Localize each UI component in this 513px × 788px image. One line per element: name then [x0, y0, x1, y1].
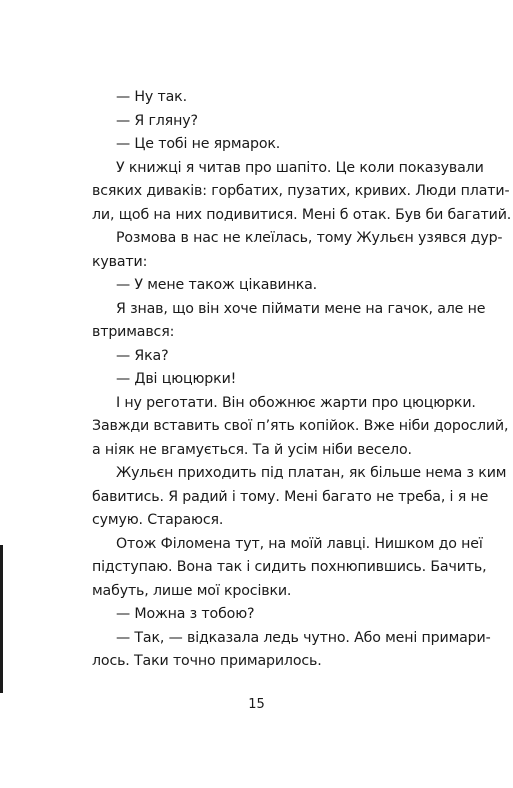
text-line: Завжди вставить свої п’ять копійок. Вже ніби дорослий,: [92, 418, 509, 434]
text-line: ли, щоб на них подивитися. Мені б отак. Був би багатий.: [92, 206, 512, 223]
text-line: а ніяк не вгамується. Та й усім ніби весело.: [92, 441, 412, 458]
text-line: — Яка?: [116, 347, 169, 364]
text-line: лось. Таки точно примарилось.: [92, 653, 322, 669]
text-line: бавитись. Я радий і тому. Мені багато не треба, і я не: [92, 488, 489, 505]
page-number: 15: [248, 697, 265, 712]
text-line: Отож Філомена тут, на моїй лавці. Нишком до неї: [116, 535, 483, 552]
text-line: мабуть, лише мої кросівки.: [92, 582, 292, 599]
body-text: [92, 86, 512, 674]
text-line: — У мене також цікавинка.: [116, 277, 318, 293]
text-line: підступаю. Вона так і сидить похнюпившись. Бачить,: [92, 559, 487, 575]
text-line: Жульєн приходить під платан, як більше нема з ким: [116, 465, 507, 481]
text-line: Я знав, що він хоче піймати мене на гачок, але не: [116, 300, 486, 317]
binding-edge-mark: [0, 545, 3, 693]
text-line: Розмова в нас не клеїлась, тому Жульєн узявся дур-: [116, 230, 503, 246]
text-line: сумую. Стараюся.: [92, 512, 224, 528]
text-line: — Так, — відказала ледь чутно. Або мені примари-: [116, 629, 491, 646]
text-line: втримався:: [92, 324, 175, 340]
text-line: І ну реготати. Він обожнює жарти про цюцюрки.: [116, 394, 476, 411]
text-line: — Можна з тобою?: [116, 606, 255, 622]
text-line: кувати:: [92, 253, 148, 270]
text-line: — Дві цюцюрки!: [116, 371, 237, 387]
text-line: — Ну так.: [116, 89, 187, 105]
text-line: всяких диваків: горбатих, пузатих, кривих. Люди плати-: [92, 183, 510, 199]
text-line: — Я гляну?: [116, 112, 198, 129]
text-line: — Це тобі не ярмарок.: [116, 136, 281, 152]
text-line: У книжці я читав про шапіто. Це коли показували: [116, 159, 484, 176]
